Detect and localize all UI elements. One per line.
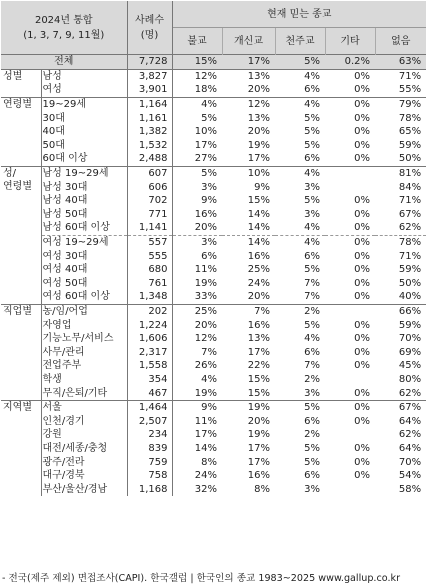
table-title-cell [1,1,127,55]
table-row [1,290,426,304]
percent-cell: 0% [354,84,371,96]
percent-cell: 78% [375,235,426,249]
percent-cell: 24% [172,469,222,483]
sample-size-cell: 1,558 [127,359,172,373]
sample-size-cell: 1,382 [127,125,172,139]
column-header: 기타 [325,28,375,55]
table-row [1,304,426,318]
percent-cell: 6% [304,346,321,358]
category-label-text: 성/ [3,167,17,179]
row-label: 남성 19~29세 [41,166,127,180]
row-label: 남성 60대 이상 [42,222,110,234]
table-period: (1, 3, 7, 9, 11월) [23,29,105,41]
percent-cell: 0% [354,319,371,331]
percent-cell: 3% [304,483,321,495]
sample-size-cell: 680 [127,263,172,277]
table-row [1,166,426,180]
sample-size-cell: 467 [127,386,172,400]
percent-cell: 0% [325,69,375,83]
percent-cell [325,428,375,442]
table-row [1,263,426,277]
percent-cell: 45% [398,360,422,372]
percent-cell: 59% [398,319,422,331]
percent-cell: 17% [247,456,271,468]
percent-cell: 12% [172,69,222,83]
percent-cell: 7% [172,345,222,359]
percent-cell: 4% [304,222,321,234]
percent-cell: 15% [247,387,271,399]
table-row [1,152,426,166]
sample-size-header [127,1,172,55]
percent-cell [325,166,375,180]
percent-cell: 5% [304,319,321,331]
percent-cell: 0% [354,264,371,276]
percent-cell: 0% [354,250,371,262]
sample-size-cell: 1,141 [127,221,172,235]
percent-cell: 20% [247,84,271,96]
percent-cell: 6% [304,84,321,96]
percent-cell: 16% [247,470,271,482]
percent-cell: 5% [172,111,222,125]
sample-size-cell: 1,606 [127,332,172,346]
percent-cell: 15% [172,55,222,70]
row-label: 농/임/어업 [41,304,127,318]
row-label: 여성 50대 [42,277,88,289]
percent-cell: 4% [275,166,325,180]
sample-size-cell: 3,827 [127,69,172,83]
total-row [1,55,426,70]
percent-cell: 5% [275,55,325,70]
percent-cell: 6% [304,415,321,427]
percent-cell: 71% [398,250,422,262]
percent-cell: 4% [275,69,325,83]
category-label-text: 직업별 [3,305,32,317]
percent-cell: 4% [275,235,325,249]
sample-size-cell: 354 [127,373,172,387]
percent-cell: 7% [304,277,321,289]
percent-cell: 5% [304,442,321,454]
percent-cell: 15% [247,373,271,385]
percent-cell: 0.2% [325,55,375,70]
percent-cell: 0% [354,456,371,468]
percent-cell [325,180,375,194]
percent-cell: 2% [304,429,321,441]
percent-cell: 67% [375,400,426,414]
table-row [1,332,426,346]
sample-size-unit: (명) [140,29,159,41]
sample-size-cell: 555 [127,249,172,263]
sample-size-cell: 1,464 [127,400,172,414]
row-label: 강원 [42,429,62,441]
percent-cell: 19% [172,386,222,400]
percent-cell: 0% [354,112,371,124]
percent-cell: 59% [398,139,422,151]
table-row [1,277,426,291]
row-label: 대전/세종/충청 [42,442,108,454]
row-label: 30대 [42,112,65,124]
percent-cell: 0% [354,470,371,482]
row-label: 남성 30대 [42,181,88,193]
percent-cell: 66% [375,304,426,318]
sample-size-cell: 557 [127,235,172,249]
percent-cell: 40% [398,291,422,303]
row-label: 여성 40대 [42,264,88,276]
percent-cell: 3% [304,181,321,193]
row-label: 여성 60대 이상 [42,291,110,303]
percent-cell [325,304,375,318]
percent-cell: 6% [172,249,222,263]
table-row [1,318,426,332]
percent-cell: 5% [304,195,321,207]
table-row [1,345,426,359]
percent-cell: 4% [304,333,321,345]
percent-cell: 63% [375,55,426,70]
table-row [1,125,426,139]
percent-cell: 13% [247,112,271,124]
percent-cell: 9% [254,181,271,193]
table-row [1,469,426,483]
percent-cell: 12% [222,97,275,111]
row-label: 40대 [42,126,65,138]
percent-cell: 0% [325,400,375,414]
percent-cell: 9% [172,400,222,414]
percent-cell: 33% [172,290,222,304]
row-label: 인천/경기 [42,415,85,427]
percent-cell: 0% [354,222,371,234]
sample-size-cell: 1,348 [127,290,172,304]
percent-cell: 0% [354,415,371,427]
row-label: 무직/은퇴/기타 [42,387,108,399]
percent-cell: 17% [172,428,222,442]
row-label: 60대 이상 [42,153,88,165]
percent-cell: 64% [398,442,422,454]
percent-cell: 6% [304,470,321,482]
sample-size-cell: 1,224 [127,318,172,332]
sample-size-cell: 202 [127,304,172,318]
percent-cell: 22% [247,360,271,372]
percent-cell: 4% [172,97,222,111]
percent-cell: 59% [398,264,422,276]
percent-cell: 58% [398,483,422,495]
column-header: 불교 [172,28,222,55]
percent-cell: 0% [325,97,375,111]
footnote: - 전국(제주 제외) 면접조사(CAPI). 한국갤럽 | 한국인의 종교 1983~2025 www.gallup.co.kr [2,573,401,584]
percent-cell: 7% [304,360,321,372]
row-label: 광주/전라 [42,456,85,468]
percent-cell: 14% [222,235,275,249]
row-label: 남성 50대 [42,208,88,220]
table-row [1,442,426,456]
percent-cell: 5% [304,126,321,138]
percent-cell: 16% [247,319,271,331]
percent-cell: 50% [398,153,422,165]
percent-cell: 62% [398,387,422,399]
percent-cell: 3% [172,235,222,249]
sample-size-cell: 1,168 [127,482,172,496]
table-row [1,180,426,194]
percent-cell: 16% [247,250,271,262]
table-title: 2024년 통합 [34,14,93,26]
percent-cell: 2% [275,304,325,318]
table-row [1,373,426,387]
sample-size-cell: 607 [127,166,172,180]
row-label: 학생 [42,373,62,385]
category-label-text: 연령별 [3,98,32,110]
percent-cell: 12% [172,332,222,346]
percent-cell: 0% [354,153,371,165]
percent-cell: 14% [172,442,222,456]
sample-size-cell: 3,901 [127,83,172,97]
percent-cell: 5% [304,139,321,151]
category-label [1,166,41,304]
row-label: 사무/관리 [42,346,85,358]
percent-cell: 19% [172,277,222,291]
percent-cell: 0% [354,442,371,454]
percent-cell: 80% [398,373,422,385]
sample-size-cell: 761 [127,277,172,291]
percent-cell: 20% [247,415,271,427]
percent-cell: 6% [304,250,321,262]
percent-cell: 79% [375,97,426,111]
percent-cell: 24% [247,277,271,289]
percent-cell: 16% [172,208,222,222]
percent-cell: 8% [254,483,271,495]
category-label [1,304,41,400]
percent-cell: 0% [325,235,375,249]
row-label: 부산/울산/경남 [42,483,108,495]
row-label: 자영업 [42,319,72,331]
table-row [1,386,426,400]
sample-size-cell: 1,532 [127,139,172,153]
percent-cell: 0% [354,291,371,303]
sample-size-cell: 2,317 [127,345,172,359]
table-row [1,83,426,97]
percent-cell: 11% [172,414,222,428]
percent-cell: 19% [222,400,275,414]
percent-cell: 18% [172,83,222,97]
sample-size-cell: 7,728 [127,55,172,70]
row-label: 남성 [41,69,127,83]
percent-cell: 3% [304,387,321,399]
sample-size-cell: 839 [127,442,172,456]
sample-size-cell: 606 [127,180,172,194]
percent-cell: 17% [247,442,271,454]
table-row [1,455,426,469]
percent-cell: 17% [247,346,271,358]
percent-cell: 14% [247,208,271,220]
percent-cell: 3% [304,208,321,220]
percent-cell: 5% [172,166,222,180]
percent-cell: 70% [398,333,422,345]
sample-size-cell: 1,164 [127,97,172,111]
row-label: 서울 [41,400,127,414]
row-label: 남성 40대 [42,195,88,207]
percent-cell: 14% [247,222,271,234]
percent-cell: 4% [172,373,222,387]
table-row [1,414,426,428]
percent-cell: 5% [304,264,321,276]
table-row [1,69,426,83]
sample-size-cell: 759 [127,455,172,469]
table-row [1,97,426,111]
percent-cell: 19% [247,429,271,441]
column-header: 없음 [375,28,426,55]
percent-cell: 78% [398,112,422,124]
row-label: 50대 [42,139,65,151]
percent-cell: 64% [398,415,422,427]
percent-cell: 15% [247,195,271,207]
percent-cell [325,482,375,496]
percent-cell: 4% [275,97,325,111]
percent-cell: 27% [172,152,222,166]
table-row [1,221,426,235]
row-label: 19~29세 [41,97,127,111]
percent-cell: 7% [304,291,321,303]
row-label: 기능노무/서비스 [42,333,114,345]
row-label: 여성 [42,84,62,96]
percent-cell: 0% [354,208,371,220]
sample-size-cell: 758 [127,469,172,483]
percent-cell: 0% [354,139,371,151]
percent-cell: 17% [247,153,271,165]
percent-cell: 9% [172,194,222,208]
percent-cell: 20% [172,318,222,332]
table-row [1,194,426,208]
row-label: 여성 30대 [42,250,88,262]
percent-cell: 20% [172,221,222,235]
percent-cell: 20% [247,126,271,138]
table-header [1,1,426,55]
sample-size-cell: 2,488 [127,152,172,166]
category-label [1,97,41,166]
percent-cell: 26% [172,359,222,373]
table-row [1,111,426,125]
column-header: 개신교 [222,28,275,55]
percent-cell: 13% [222,69,275,83]
percent-cell: 55% [398,84,422,96]
percent-cell: 11% [172,263,222,277]
percent-cell: 81% [375,166,426,180]
percent-cell: 8% [172,455,222,469]
percent-cell: 5% [275,400,325,414]
sample-size-cell: 771 [127,208,172,222]
percent-cell: 0% [354,387,371,399]
percent-cell: 17% [172,139,222,153]
category-label [1,400,41,496]
religion-table [1,1,426,496]
percent-cell: 13% [247,333,271,345]
percent-cell: 62% [398,429,422,441]
sample-size-cell: 234 [127,428,172,442]
percent-cell: 25% [172,304,222,318]
percent-cell: 10% [172,125,222,139]
percent-cell: 0% [354,346,371,358]
percent-cell: 71% [398,195,422,207]
category-label-text-2: 연령별 [3,180,32,192]
sample-size-cell: 2,507 [127,414,172,428]
row-label: 여성 19~29세 [41,235,127,249]
table-row [1,139,426,153]
percent-cell: 65% [398,126,422,138]
percent-cell: 7% [222,304,275,318]
row-label: 전업주부 [42,360,82,372]
table-row [1,359,426,373]
percent-cell: 3% [172,180,222,194]
percent-cell: 62% [398,222,422,234]
percent-cell: 0% [354,360,371,372]
religion-group-header: 현재 믿는 종교 [172,1,426,28]
row-label: 대구/경북 [42,470,85,482]
category-label-text: 지역별 [3,401,32,413]
percent-cell: 19% [247,139,271,151]
sample-size-cell: 1,161 [127,111,172,125]
table-row [1,482,426,496]
table-row [1,400,426,414]
percent-cell: 17% [222,55,275,70]
percent-cell: 71% [375,69,426,83]
total-label: 전체 [1,55,127,70]
percent-cell: 20% [247,291,271,303]
sample-size-label: 사례수 [135,14,164,26]
table-row [1,235,426,249]
table-row [1,208,426,222]
sample-size-cell: 702 [127,194,172,208]
percent-cell: 0% [354,195,371,207]
percent-cell: 67% [398,208,422,220]
percent-cell: 5% [304,456,321,468]
percent-cell: 84% [398,181,422,193]
percent-cell: 0% [354,126,371,138]
percent-cell: 6% [304,153,321,165]
table-row [1,428,426,442]
percent-cell: 69% [398,346,422,358]
percent-cell: 54% [398,470,422,482]
percent-cell: 32% [172,482,222,496]
percent-cell: 25% [247,264,271,276]
percent-cell: 0% [354,277,371,289]
table-row [1,249,426,263]
table-body [1,55,426,497]
percent-cell: 70% [398,456,422,468]
percent-cell [325,373,375,387]
percent-cell: 10% [222,166,275,180]
category-label-text: 성별 [3,70,23,82]
percent-cell: 5% [304,112,321,124]
percent-cell: 50% [398,277,422,289]
column-header: 천주교 [275,28,325,55]
category-label [1,69,41,97]
percent-cell: 0% [354,333,371,345]
percent-cell: 2% [304,373,321,385]
